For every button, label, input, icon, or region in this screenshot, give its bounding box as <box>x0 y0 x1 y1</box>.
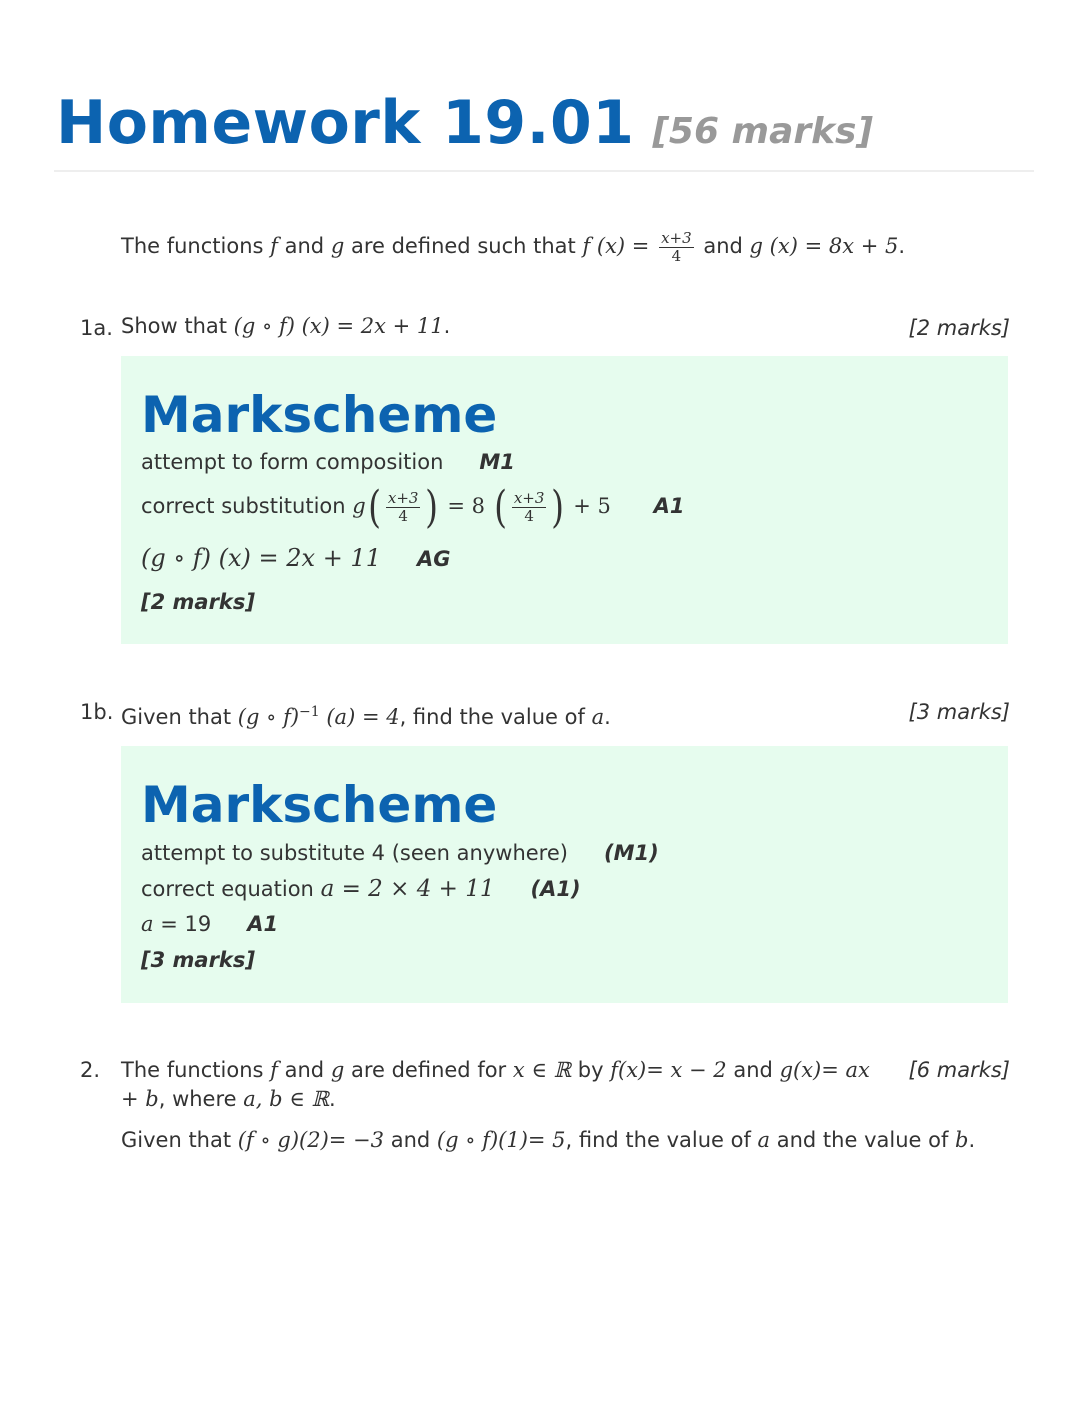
math-f: f <box>270 234 278 258</box>
question-text: Given that (f ∘ g)(2)= −3 and (g ∘ f)(1)= 5, find the value of a and the value of b. <box>121 1128 976 1152</box>
title-text: Homework 19.01 <box>56 88 635 158</box>
math-expression: (g ∘ f) (x) = 2x + 11 <box>233 314 444 338</box>
question-number: 1a. <box>80 316 113 340</box>
question-text: The functions f and g are defined for x ∈ ℝ by f(x)= x − 2 and g(x)= ax + b, where a, b ∈ ℝ. <box>121 1058 870 1111</box>
intro-text: The functions <box>121 234 264 258</box>
question-marks: [2 marks] <box>908 316 1010 340</box>
question-text: Show that (g ∘ f) (x) = 2x + 11. <box>121 314 451 338</box>
question-number: 1b. <box>80 700 114 724</box>
question-marks: [6 marks] <box>908 1058 1010 1082</box>
markscheme-line: correct equation a = 2 × 4 + 11 (A1) <box>141 876 581 902</box>
markscheme-line: correct substitution g( $\frac{x+3}{4}$ ) = 8 ( $\frac{x+3}{4}$ ) + 5 A1 <box>141 482 685 533</box>
markscheme-line: (g ∘ f) (x) = 2x + 11 AG <box>141 544 451 572</box>
markscheme-total: [3 marks] <box>141 948 255 972</box>
intro-text: and <box>284 234 325 258</box>
markscheme-heading: Markscheme <box>141 386 498 444</box>
mark-code: A1 <box>653 494 685 518</box>
mark-code: A1 <box>247 912 279 936</box>
markscheme-box <box>121 356 1008 644</box>
math-g: g <box>330 234 345 258</box>
intro-text: are defined such that <box>350 234 576 258</box>
question-text: Given that (g ∘ f)$^{-1}$ (a) = 4, find the value of a. <box>121 704 611 729</box>
fraction: $\frac{x+3}{4}$ <box>513 489 545 525</box>
mark-code: AG <box>416 547 451 571</box>
intro-text: and <box>703 234 743 258</box>
math-fx: f (x) = <box>582 234 650 258</box>
markscheme-line: attempt to substitute 4 (seen anywhere) (M1) <box>141 841 659 865</box>
question-marks: [3 marks] <box>908 700 1010 724</box>
markscheme-line: attempt to form composition M1 <box>141 450 515 474</box>
mark-code: M1 <box>479 450 515 474</box>
mark-code: (A1) <box>530 877 581 901</box>
markscheme-total: [2 marks] <box>141 590 255 614</box>
page-title <box>56 88 873 158</box>
total-marks: [56 marks] <box>652 111 873 152</box>
markscheme-line: a = 19 A1 <box>141 912 279 936</box>
intro-statement: The functions f and g are defined such that f (x) = $\frac{x+3}{4}$ and g (x) = 8x + 5. <box>121 229 906 265</box>
math-gx: g (x) = 8x + 5 <box>749 234 899 258</box>
mark-code: (M1) <box>603 841 659 865</box>
fraction: $\frac{x+3}{4}$ <box>661 229 692 265</box>
question-number: 2. <box>80 1058 101 1082</box>
title-divider <box>54 170 1034 172</box>
fraction: $\frac{x+3}{4}$ <box>387 489 419 525</box>
markscheme-heading: Markscheme <box>141 776 498 834</box>
markscheme-box <box>121 746 1008 1003</box>
